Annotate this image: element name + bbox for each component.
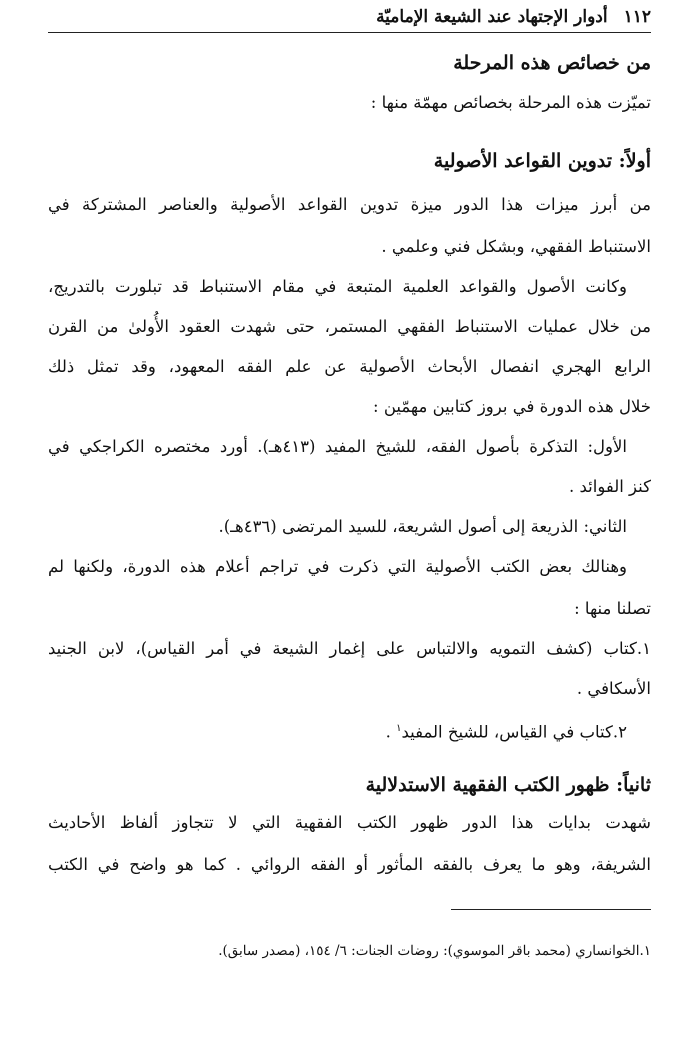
subsection-heading-second: ثانياً: ظهور الكتب الفقهية الاستدلالية xyxy=(365,774,651,796)
footnote: ١.الخوانساري (محمد باقر الموسوي): روضات الجنات: ٦/ ١٥٤، (مصدر سابق). xyxy=(218,942,651,959)
text-line: ١.كتاب (كشف التمويه والالتباس على إغمار الشيعة في أمر القياس)، لابن الجنيد xyxy=(48,639,651,658)
text-line: من أبرز ميزات هذا الدور ميزة تدوين القواعد الأصولية والعناصر المشتركة في xyxy=(48,195,651,214)
text-line: خلال هذه الدورة في بروز كتابين مهمّين : xyxy=(373,397,651,416)
text-line: الاستنباط الفقهي، وبشكل فني وعلمي . xyxy=(381,237,651,256)
list-item-text: ٢.كتاب في القياس، للشيخ المفيد xyxy=(401,722,627,742)
text-line: شهدت بدايات هذا الدور ظهور الكتب الفقهية التي لا تتجاوز ألفاظ الأحاديث xyxy=(48,813,651,832)
text-line: وكانت الأصول والقواعد العلمية المتبعة في مقام الاستنباط قد تبلورت بالتدريج، xyxy=(48,277,627,296)
footnote-rule xyxy=(451,909,651,910)
footnote-reference: ١ xyxy=(396,723,402,734)
text-line: الشريفة، وهو ما يعرف بالفقه المأثور أو الفقه الروائي . كما هو واضح في الكتب xyxy=(48,855,651,874)
book-page xyxy=(48,0,651,1053)
book-title: أدوار الإجتهاد عند الشيعة الإماميّة xyxy=(376,7,608,27)
subsection-heading-first: أولاً: تدوين القواعد الأصولية xyxy=(433,150,651,172)
section-intro: تميّزت هذه المرحلة بخصائص مهمّة منها : xyxy=(370,93,651,112)
text-line: كنز الفوائد . xyxy=(569,477,651,496)
header-rule xyxy=(48,32,651,33)
text-line: الأول: التذكرة بأصول الفقه، للشيخ المفيد (٤١٣هـ). أورد مختصره الكراجكي في xyxy=(48,437,627,456)
text-line: الرابع الهجري انفصال الأبحاث الأصولية عن علم الفقه المعهود، وقد تمثل ذلك xyxy=(48,357,651,376)
text-line: تصلنا منها : xyxy=(574,599,651,618)
text-line: من خلال عمليات الاستنباط الفقهي المستمر، حتى شهدت العقود الأُولىٰ من القرن xyxy=(48,317,651,336)
page-number: ١١٢ xyxy=(623,7,651,27)
text-line: الثاني: الذريعة إلى أصول الشريعة، للسيد المرتضى (٤٣٦هـ). xyxy=(218,517,627,536)
text-line: ٢.كتاب في القياس، للشيخ المفيد$^١$ . xyxy=(385,722,627,742)
text-line: وهنالك بعض الكتب الأصولية التي ذكرت في تراجم أعلام هذه الدورة، ولكنها لم xyxy=(48,557,627,576)
running-header xyxy=(48,4,651,30)
section-heading: من خصائص هذه المرحلة xyxy=(453,52,651,74)
text-line: الأسكافي . xyxy=(576,679,651,698)
